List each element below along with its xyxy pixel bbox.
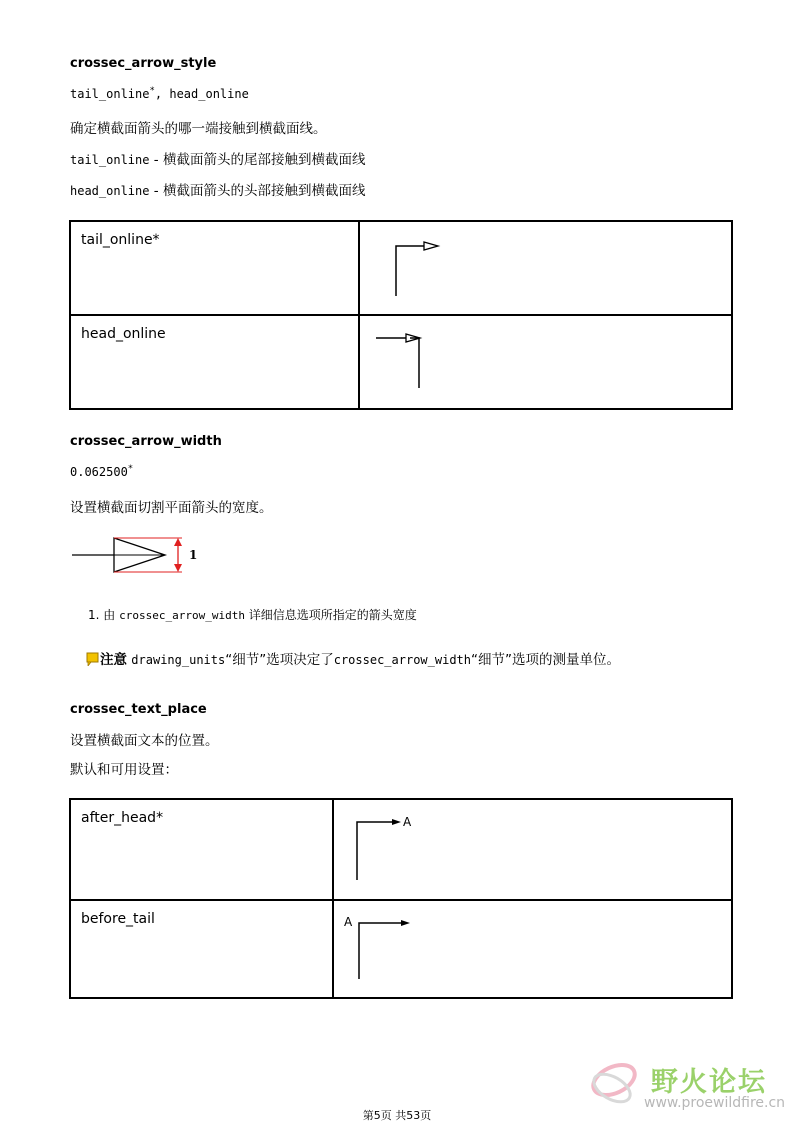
head-online-line: [410, 338, 419, 388]
note-mid-text: “细节”选项决定了: [225, 652, 334, 668]
cell-label-head-online: head_online: [81, 326, 166, 342]
after-head-diagram: [334, 800, 454, 895]
heading-crossec-arrow-style: crossec_arrow_style: [70, 56, 217, 71]
option-head-online-line: [70, 179, 365, 199]
table-cell-label: [70, 799, 333, 900]
watermark-url: www.proewildfire.cn: [644, 1095, 786, 1111]
table-row: [70, 900, 732, 998]
tail-online-diagram: [360, 222, 480, 310]
arrow-style-table: [69, 220, 733, 410]
logo-ring-pink: [589, 1059, 640, 1101]
note-label: 注意: [100, 652, 127, 668]
default-marker: *: [127, 464, 134, 474]
default-marker: *: [149, 86, 155, 96]
table-cell-diagram: [359, 315, 732, 409]
table-cell-diagram: [333, 799, 732, 900]
note-code-drawing-units: drawing_units: [131, 653, 226, 667]
cell-label-tail-online: tail_online*: [81, 232, 160, 248]
watermark-logo-icon: [584, 1056, 644, 1114]
note-icon-pad: [87, 653, 98, 662]
width-diagram-dim-arrow-bottom: [174, 564, 182, 572]
defaults-label: 默认和可用设置：: [70, 762, 178, 778]
table-row: [70, 221, 732, 315]
arrow-width-diagram: [70, 532, 210, 580]
tail-online-line: [396, 246, 424, 296]
before-tail-diagram: [334, 901, 454, 993]
option-tail-online-line: [70, 148, 365, 168]
list-item-number: 1.: [88, 608, 100, 622]
before-tail-letter: A: [344, 915, 353, 929]
option-tail-online-desc: - 横截面箭头的尾部接触到横截面线: [149, 152, 366, 168]
note-end-text: “细节”选项的测量单位。: [471, 652, 620, 668]
table-cell-diagram: [359, 221, 732, 315]
width-default-value: 0.062500: [70, 465, 128, 479]
note-icon: [86, 652, 100, 666]
table-cell-diagram: [333, 900, 732, 998]
after-head-arrowhead: [392, 819, 401, 825]
heading-crossec-arrow-width: crossec_arrow_width: [70, 434, 222, 449]
width-diagram-dim-arrow-top: [174, 538, 182, 546]
option-head-online-code: head_online: [70, 184, 150, 198]
width-default-line: [70, 464, 133, 479]
after-head-letter: A: [403, 815, 412, 829]
cell-label-before-tail: before_tail: [81, 911, 155, 927]
width-list-item: [88, 606, 417, 623]
table-row: [70, 799, 732, 900]
note-code-arrow-width: crossec_arrow_width: [333, 653, 471, 667]
list-item-suffix: 详细信息选项所指定的箭头宽度: [244, 608, 417, 622]
after-head-line: [357, 822, 392, 880]
text-place-description: 设置横截面文本的位置。: [70, 733, 219, 749]
width-diagram-callout: 1: [189, 548, 198, 562]
style-values-line: [70, 86, 249, 101]
page-footer: 第5页 共53页: [362, 1109, 432, 1122]
list-item-code: crossec_arrow_width: [119, 609, 245, 622]
style-description: 确定横截面箭头的哪一端接触到横截面线。: [70, 121, 327, 137]
value-tail-online: tail_online: [70, 87, 150, 101]
logo-ring-gray: [589, 1068, 635, 1107]
text-place-table: [69, 798, 733, 999]
table-cell-label: [70, 315, 359, 409]
table-row: [70, 315, 732, 409]
before-tail-arrowhead: [401, 920, 410, 926]
before-tail-line: [359, 923, 401, 979]
value-head-online: , head_online: [154, 87, 249, 101]
table-cell-label: [70, 900, 333, 998]
watermark-site-name: 野火论坛: [651, 1067, 767, 1098]
tail-online-arrowhead: [424, 242, 438, 250]
cell-label-after-head: after_head*: [81, 810, 164, 826]
note-line: [86, 648, 620, 668]
head-online-diagram: [360, 316, 480, 404]
table-cell-label: [70, 221, 359, 315]
option-tail-online-code: tail_online: [70, 153, 150, 167]
list-item-prefix: 由: [103, 608, 120, 622]
option-head-online-desc: - 横截面箭头的头部接触到横截面线: [149, 183, 366, 199]
note-icon-tail: [88, 662, 91, 666]
width-description: 设置横截面切割平面箭头的宽度。: [70, 500, 273, 516]
heading-crossec-text-place: crossec_text_place: [70, 702, 207, 717]
